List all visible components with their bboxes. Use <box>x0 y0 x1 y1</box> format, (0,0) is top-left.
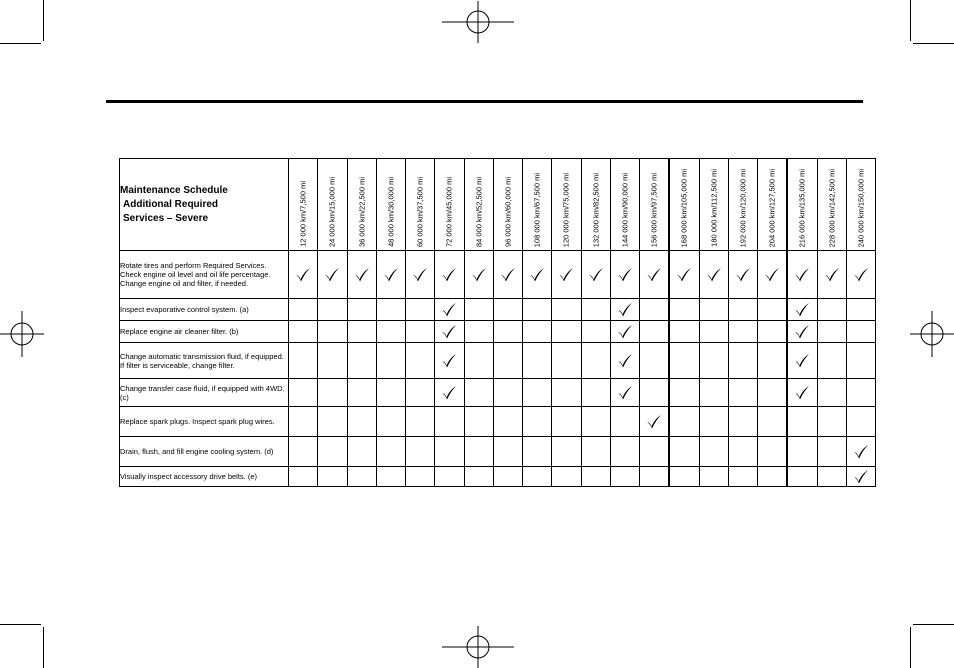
checkmark-icon <box>794 267 810 282</box>
interval-label: 108 000 km/67,500 mi <box>532 172 542 247</box>
schedule-cell <box>289 467 318 487</box>
interval-label: 192 000 km/120,000 mi <box>738 168 748 247</box>
checkmark-icon <box>441 324 457 339</box>
schedule-cell <box>406 379 435 407</box>
schedule-cell <box>787 251 817 299</box>
schedule-cell <box>669 299 699 321</box>
interval-header <box>758 159 788 251</box>
interval-label: 84 000 km/52,500 mi <box>474 176 484 247</box>
schedule-cell <box>640 379 670 407</box>
schedule-cell <box>318 251 347 299</box>
schedule-cell <box>728 321 757 343</box>
interval-label: 48 000 km/30,000 mi <box>386 176 396 247</box>
schedule-cell <box>640 251 670 299</box>
schedule-cell <box>552 251 581 299</box>
checkmark-icon <box>853 267 869 282</box>
schedule-cell <box>347 343 376 379</box>
maintenance-schedule-table <box>119 158 876 487</box>
schedule-cell <box>406 321 435 343</box>
schedule-cell <box>376 343 405 379</box>
schedule-cell <box>787 343 817 379</box>
schedule-cell <box>581 407 610 437</box>
schedule-cell <box>610 407 639 437</box>
checkmark-icon <box>412 267 428 282</box>
interval-label: 120 000 km/75,000 mi <box>561 172 571 247</box>
service-description: Visually inspect accessory drive belts. (e) <box>120 467 289 487</box>
schedule-cell <box>669 251 699 299</box>
schedule-cell <box>464 299 493 321</box>
table-row <box>120 467 876 487</box>
schedule-cell <box>406 467 435 487</box>
schedule-cell <box>493 299 522 321</box>
interval-label: 216 000 km/135,000 mi <box>797 168 807 247</box>
schedule-cell <box>464 379 493 407</box>
schedule-cell <box>610 343 639 379</box>
schedule-cell <box>758 437 788 467</box>
schedule-cell <box>817 379 846 407</box>
schedule-cell <box>289 407 318 437</box>
checkmark-icon <box>558 267 574 282</box>
schedule-cell <box>640 437 670 467</box>
schedule-cell <box>435 407 464 437</box>
schedule-cell <box>318 343 347 379</box>
checkmark-icon <box>676 267 692 282</box>
schedule-cell <box>552 437 581 467</box>
schedule-cell <box>435 321 464 343</box>
schedule-cell <box>406 343 435 379</box>
checkmark-icon <box>794 385 810 400</box>
schedule-cell <box>846 467 875 487</box>
schedule-cell <box>669 407 699 437</box>
schedule-cell <box>581 299 610 321</box>
crop-mark-bl-h <box>0 624 41 625</box>
crop-mark-tr-v <box>910 0 911 41</box>
interval-header <box>728 159 757 251</box>
interval-header <box>493 159 522 251</box>
interval-label: 240 000 km/150,000 mi <box>856 168 866 247</box>
crop-mark-tl-v <box>43 0 44 41</box>
crop-mark-tl-h <box>0 43 41 44</box>
title-line: Additional Required <box>123 198 218 210</box>
schedule-cell <box>464 437 493 467</box>
interval-label: 132 000 km/82,500 mi <box>591 172 601 247</box>
checkmark-icon <box>471 267 487 282</box>
schedule-cell <box>669 437 699 467</box>
checkmark-icon <box>324 267 340 282</box>
schedule-cell <box>846 343 875 379</box>
schedule-cell <box>318 467 347 487</box>
interval-header <box>376 159 405 251</box>
schedule-cell <box>640 321 670 343</box>
checkmark-icon <box>441 302 457 317</box>
schedule-cell <box>758 321 788 343</box>
registration-mark-bottom <box>442 626 514 668</box>
checkmark-icon <box>617 385 633 400</box>
schedule-cell <box>699 407 728 437</box>
schedule-cell <box>318 299 347 321</box>
schedule-cell <box>787 407 817 437</box>
checkmark-icon <box>588 267 604 282</box>
service-description: Replace engine air cleaner filter. (b) <box>120 321 289 343</box>
schedule-cell <box>376 467 405 487</box>
service-description: Change automatic transmission fluid, if equipped. If filter is serviceable, change filter. <box>120 343 289 379</box>
checkmark-icon <box>617 324 633 339</box>
interval-header <box>318 159 347 251</box>
schedule-cell <box>728 299 757 321</box>
schedule-cell <box>523 251 552 299</box>
schedule-cell <box>347 251 376 299</box>
table-row <box>120 321 876 343</box>
schedule-cell <box>493 407 522 437</box>
schedule-cell <box>552 379 581 407</box>
schedule-cell <box>758 379 788 407</box>
schedule-cell <box>523 407 552 437</box>
schedule-cell <box>435 251 464 299</box>
schedule-cell <box>493 467 522 487</box>
schedule-cell <box>758 343 788 379</box>
schedule-cell <box>376 299 405 321</box>
table-row <box>120 379 876 407</box>
schedule-cell <box>464 321 493 343</box>
schedule-cell <box>289 299 318 321</box>
schedule-cell <box>289 343 318 379</box>
service-description: Change transfer case fluid, if equipped with 4WD. (c) <box>120 379 289 407</box>
interval-header <box>581 159 610 251</box>
interval-header <box>435 159 464 251</box>
interval-header <box>464 159 493 251</box>
schedule-cell <box>523 321 552 343</box>
schedule-cell <box>552 467 581 487</box>
interval-header <box>289 159 318 251</box>
interval-header <box>817 159 846 251</box>
service-description: Drain, flush, and fill engine cooling system. (d) <box>120 437 289 467</box>
schedule-cell <box>376 437 405 467</box>
schedule-cell <box>523 343 552 379</box>
title-line: Maintenance Schedule <box>120 184 228 196</box>
checkmark-icon <box>295 267 311 282</box>
schedule-cell <box>464 467 493 487</box>
schedule-cell <box>493 321 522 343</box>
schedule-cell <box>318 407 347 437</box>
interval-header <box>846 159 875 251</box>
schedule-cell <box>610 299 639 321</box>
schedule-cell <box>435 437 464 467</box>
schedule-cell <box>289 379 318 407</box>
schedule-cell <box>523 379 552 407</box>
schedule-cell <box>289 321 318 343</box>
schedule-cell <box>435 467 464 487</box>
checkmark-icon <box>764 267 780 282</box>
interval-label: 204 000 km/127,500 mi <box>767 168 777 247</box>
interval-header <box>640 159 670 251</box>
table-row <box>120 299 876 321</box>
interval-label: 156 000 km/97,500 mi <box>649 172 659 247</box>
schedule-cell <box>817 251 846 299</box>
schedule-cell <box>699 379 728 407</box>
checkmark-icon <box>706 267 722 282</box>
schedule-cell <box>846 251 875 299</box>
schedule-cell <box>699 251 728 299</box>
interval-header <box>610 159 639 251</box>
schedule-cell <box>640 467 670 487</box>
schedule-cell <box>846 321 875 343</box>
schedule-cell <box>347 379 376 407</box>
schedule-cell <box>846 299 875 321</box>
schedule-cell <box>610 321 639 343</box>
schedule-cell <box>552 321 581 343</box>
checkmark-icon <box>824 267 840 282</box>
schedule-cell <box>699 321 728 343</box>
interval-label: 180 000 km/112,500 mi <box>709 169 719 247</box>
schedule-cell <box>523 437 552 467</box>
schedule-cell <box>464 343 493 379</box>
title-line: Services – Severe <box>123 212 209 224</box>
schedule-cell <box>376 321 405 343</box>
schedule-cell <box>435 299 464 321</box>
checkmark-icon <box>853 444 869 459</box>
crop-mark-tr-h <box>913 43 954 44</box>
schedule-cell <box>699 467 728 487</box>
registration-mark-top <box>442 1 514 43</box>
schedule-cell <box>610 379 639 407</box>
schedule-cell <box>728 407 757 437</box>
interval-header <box>552 159 581 251</box>
schedule-cell <box>787 437 817 467</box>
interval-label: 72 000 km/45,000 mi <box>444 176 454 247</box>
schedule-cell <box>728 343 757 379</box>
schedule-cell <box>787 321 817 343</box>
schedule-cell <box>581 379 610 407</box>
schedule-cell <box>347 407 376 437</box>
checkmark-icon <box>383 267 399 282</box>
schedule-cell <box>552 343 581 379</box>
schedule-cell <box>728 251 757 299</box>
schedule-cell <box>787 379 817 407</box>
schedule-cell <box>846 407 875 437</box>
schedule-cell <box>758 467 788 487</box>
schedule-cell <box>435 379 464 407</box>
service-description: Replace spark plugs. Inspect spark plug wires. <box>120 407 289 437</box>
schedule-cell <box>846 437 875 467</box>
schedule-cell <box>817 321 846 343</box>
schedule-cell <box>669 379 699 407</box>
schedule-cell <box>581 467 610 487</box>
schedule-cell <box>758 299 788 321</box>
checkmark-icon <box>853 469 869 484</box>
header-row <box>120 159 876 251</box>
schedule-cell <box>581 437 610 467</box>
checkmark-icon <box>441 353 457 368</box>
schedule-cell <box>376 407 405 437</box>
interval-label: 60 000 km/37,500 mi <box>415 176 425 247</box>
header-rule <box>106 100 863 103</box>
interval-header <box>406 159 435 251</box>
checkmark-icon <box>646 414 662 429</box>
registration-mark-right <box>910 311 954 357</box>
schedule-cell <box>493 437 522 467</box>
crop-mark-br-v <box>910 627 911 668</box>
schedule-cell <box>464 407 493 437</box>
schedule-cell <box>289 437 318 467</box>
schedule-cell <box>787 299 817 321</box>
schedule-cell <box>728 379 757 407</box>
schedule-cell <box>728 467 757 487</box>
schedule-cell <box>728 437 757 467</box>
schedule-cell <box>787 467 817 487</box>
schedule-cell <box>758 407 788 437</box>
checkmark-icon <box>794 302 810 317</box>
schedule-cell <box>318 321 347 343</box>
service-description: Inspect evaporative control system. (a) <box>120 299 289 321</box>
interval-header <box>669 159 699 251</box>
interval-label: 36 000 km/22,500 mi <box>357 176 367 247</box>
crop-mark-br-h <box>913 624 954 625</box>
table-title <box>120 159 289 251</box>
schedule-cell <box>406 299 435 321</box>
checkmark-icon <box>617 353 633 368</box>
interval-header <box>347 159 376 251</box>
schedule-cell <box>493 251 522 299</box>
schedule-cell <box>817 437 846 467</box>
schedule-cell <box>581 251 610 299</box>
schedule-cell <box>435 343 464 379</box>
schedule-cell <box>640 407 670 437</box>
schedule-cell <box>552 299 581 321</box>
schedule-cell <box>610 467 639 487</box>
schedule-cell <box>581 343 610 379</box>
schedule-cell <box>347 321 376 343</box>
schedule-body <box>120 251 876 487</box>
interval-label: 24 000 km/15,000 mi <box>327 176 337 247</box>
schedule-cell <box>347 467 376 487</box>
schedule-cell <box>493 379 522 407</box>
schedule-cell <box>758 251 788 299</box>
schedule-cell <box>817 407 846 437</box>
service-description: Rotate tires and perform Required Services. Check engine oil level and oil life percentage. Change engine oil and filter, if needed. <box>120 251 289 299</box>
checkmark-icon <box>500 267 516 282</box>
schedule-cell <box>669 343 699 379</box>
checkmark-icon <box>735 267 751 282</box>
checkmark-icon <box>617 302 633 317</box>
schedule-cell <box>464 251 493 299</box>
schedule-cell <box>669 467 699 487</box>
interval-header <box>523 159 552 251</box>
table-row <box>120 343 876 379</box>
schedule-cell <box>376 251 405 299</box>
interval-label: 96 000 km/60,000 mi <box>503 176 513 247</box>
schedule-cell <box>699 299 728 321</box>
schedule-cell <box>347 437 376 467</box>
checkmark-icon <box>441 267 457 282</box>
interval-label: 12 000 km/7,500 mi <box>298 181 308 247</box>
checkmark-icon <box>617 267 633 282</box>
interval-header <box>787 159 817 251</box>
table-row <box>120 251 876 299</box>
schedule-cell <box>817 467 846 487</box>
schedule-cell <box>817 299 846 321</box>
schedule-cell <box>523 467 552 487</box>
checkmark-icon <box>794 353 810 368</box>
schedule-cell <box>581 321 610 343</box>
schedule-cell <box>318 437 347 467</box>
schedule-cell <box>406 251 435 299</box>
table-row <box>120 437 876 467</box>
schedule-cell <box>846 379 875 407</box>
schedule-cell <box>610 251 639 299</box>
checkmark-icon <box>529 267 545 282</box>
checkmark-icon <box>646 267 662 282</box>
checkmark-icon <box>354 267 370 282</box>
interval-header <box>699 159 728 251</box>
schedule-cell <box>347 299 376 321</box>
schedule-cell <box>669 321 699 343</box>
schedule-cell <box>699 343 728 379</box>
schedule-cell <box>289 251 318 299</box>
interval-label: 168 000 km/105,000 mi <box>679 168 689 247</box>
schedule-cell <box>640 343 670 379</box>
schedule-cell <box>552 407 581 437</box>
interval-label: 228 000 km/142,500 mi <box>827 168 837 247</box>
schedule-cell <box>699 437 728 467</box>
checkmark-icon <box>794 324 810 339</box>
schedule-cell <box>318 379 347 407</box>
schedule-cell <box>406 437 435 467</box>
table-row <box>120 407 876 437</box>
schedule-cell <box>406 407 435 437</box>
schedule-cell <box>493 343 522 379</box>
schedule-cell <box>817 343 846 379</box>
schedule-cell <box>376 379 405 407</box>
schedule-cell <box>523 299 552 321</box>
schedule-cell <box>610 437 639 467</box>
checkmark-icon <box>441 385 457 400</box>
schedule-cell <box>640 299 670 321</box>
crop-mark-bl-v <box>43 627 44 668</box>
registration-mark-left <box>0 311 44 357</box>
interval-label: 144 000 km/90,000 mi <box>620 172 630 247</box>
